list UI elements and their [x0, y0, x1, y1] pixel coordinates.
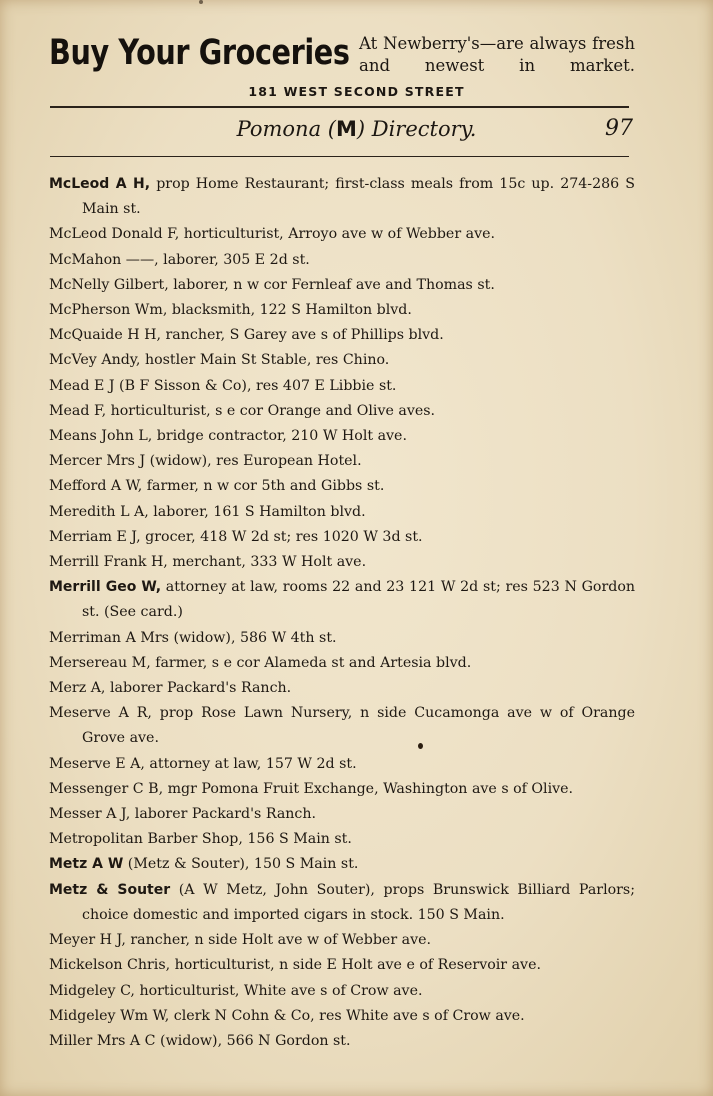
directory-entry — [49, 399, 635, 424]
directory-entry — [49, 676, 635, 701]
directory-entry — [49, 626, 635, 651]
entry-text: Midgeley Wm W, clerk N Cohn & Co, res White ave s of Crow ave. — [49, 1007, 525, 1024]
entry-text: McPherson Wm, blacksmith, 122 S Hamilton blvd. — [49, 302, 412, 319]
entry-text: Merrill Frank H, merchant, 333 W Holt ave. — [49, 554, 367, 571]
directory-entry — [49, 500, 635, 525]
entry-bold-name: McLeod A H, — [49, 176, 151, 192]
directory-entry — [49, 752, 635, 777]
ad-address: 181 WEST SECOND STREET — [248, 84, 465, 99]
directory-entry — [49, 222, 635, 247]
ad-tagline: At Newberry's—are always fresh and newest in market. — [359, 34, 635, 75]
running-head-after: ) Directory. — [356, 117, 477, 141]
directory-entry — [49, 172, 635, 222]
directory-entry — [49, 701, 635, 751]
entry-text: Miller Mrs A C (widow), 566 N Gordon st. — [49, 1032, 351, 1049]
directory-entry — [49, 651, 635, 676]
entry-text: Merriam E J, grocer, 418 W 2d st; res 1020 W 3d st. — [49, 528, 423, 545]
header-rule-bottom — [50, 156, 629, 157]
entry-text: Mefford A W, farmer, n w cor 5th and Gibbs st. — [49, 478, 385, 495]
entry-bold-name: Metz A W — [49, 856, 124, 873]
directory-entry — [49, 575, 635, 625]
running-head-letter: M — [335, 117, 357, 141]
directory-entries — [49, 172, 635, 1054]
entry-text: Meyer H J, rancher, n side Holt ave w of Webber ave. — [49, 932, 431, 949]
entry-text: Merz A, laborer Packard's Ranch. — [49, 680, 292, 697]
directory-entry — [49, 323, 635, 348]
entry-text: (Metz & Souter), 150 S Main st. — [123, 856, 359, 873]
ad-headline: Buy Your Groceries — [49, 33, 350, 73]
directory-entry — [49, 273, 635, 298]
directory-entry — [49, 852, 635, 877]
entry-text: McLeod Donald F, horticulturist, Arroyo ave w of Webber ave. — [49, 226, 496, 243]
entry-text: Meredith L A, laborer, 161 S Hamilton blvd. — [49, 503, 366, 520]
entry-text: Messenger C B, mgr Pomona Fruit Exchange, Washington ave s of Olive. — [49, 780, 574, 797]
entry-text: Mercer Mrs J (widow), res European Hotel. — [49, 453, 362, 470]
directory-entry — [49, 474, 635, 499]
ink-speck — [199, 0, 203, 4]
ink-speck — [418, 743, 423, 749]
directory-entry — [49, 424, 635, 449]
directory-entry — [49, 550, 635, 575]
entry-text: attorney at law, rooms 22 and 23 121 W 2d st; res 523 N Gordon st. (See card.) — [82, 579, 635, 621]
entry-text: Mead E J (B F Sisson & Co), res 407 E Libbie st. — [49, 377, 397, 394]
directory-entry — [49, 928, 635, 953]
directory-entry — [49, 1029, 635, 1054]
directory-entry — [49, 449, 635, 474]
directory-entry — [49, 827, 635, 852]
entry-text: McNelly Gilbert, laborer, n w cor Fernleaf ave and Thomas st. — [49, 276, 495, 293]
directory-entry — [49, 1004, 635, 1029]
running-head-before: Pomona ( — [236, 117, 336, 141]
directory-entry — [49, 802, 635, 827]
directory-entry — [49, 953, 635, 978]
entry-text: McMahon ——, laborer, 305 E 2d st. — [49, 251, 310, 268]
directory-entry — [49, 979, 635, 1004]
directory-entry — [49, 525, 635, 550]
directory-entry — [49, 374, 635, 399]
entry-text: Metropolitan Barber Shop, 156 S Main st. — [49, 831, 352, 848]
directory-entry — [49, 777, 635, 802]
entry-text: McVey Andy, hostler Main St Stable, res Chino. — [49, 352, 390, 369]
header-rule-top — [50, 106, 629, 108]
page-number: 97 — [605, 116, 633, 141]
directory-entry — [49, 298, 635, 323]
entry-text: prop Home Restaurant; first-class meals from 15c up. 274-286 S Main st. — [82, 176, 636, 218]
directory-entry — [49, 348, 635, 373]
directory-entry — [49, 878, 635, 928]
entry-text: (A W Metz, John Souter), props Brunswick Billiard Parlors; choice domestic and imported cigars in stock. 150 S Main. — [82, 881, 635, 923]
entry-text: Mickelson Chris, horticulturist, n side E Holt ave e of Reservoir ave. — [49, 957, 541, 974]
entry-bold-name: Merrill Geo W, — [49, 579, 162, 596]
entry-text: Mersereau M, farmer, s e cor Alameda st and Artesia blvd. — [49, 654, 472, 671]
entry-text: Merriman A Mrs (widow), 586 W 4th st. — [49, 629, 337, 646]
entry-text: McQuaide H H, rancher, S Garey ave s of Phillips blvd. — [49, 327, 444, 344]
entry-text: Means John L, bridge contractor, 210 W Holt ave. — [49, 428, 407, 445]
entry-text: Mead F, horticulturist, s e cor Orange and Olive aves. — [49, 402, 436, 419]
entry-text: Meserve A R, prop Rose Lawn Nursery, n side Cucamonga ave w of Orange Grove ave. — [49, 705, 635, 747]
entry-bold-name: Metz & Souter — [49, 881, 171, 898]
entry-text: Midgeley C, horticulturist, White ave s of Crow ave. — [49, 982, 423, 999]
entry-text: Meserve E A, attorney at law, 157 W 2d st. — [49, 755, 357, 772]
directory-entry — [49, 248, 635, 273]
entry-text: Messer A J, laborer Packard's Ranch. — [49, 806, 317, 823]
